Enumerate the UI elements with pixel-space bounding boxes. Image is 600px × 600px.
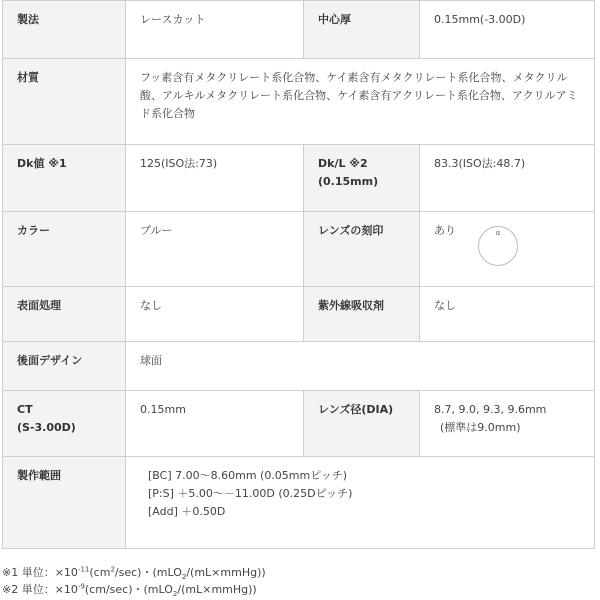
footnote-1-prefix: ※1 単位：×10 [2, 566, 78, 579]
footnote-2-unit: (cm/sec)・(mLO [84, 583, 173, 596]
value-engraving [420, 212, 595, 287]
footnote-1-exponent2: 2 [110, 565, 115, 574]
footnote-2-prefix: ※2 単位：×10 [2, 583, 78, 596]
value-back-design: 球面 [126, 342, 595, 391]
footnote-1-suffix: /(mL×mmHg)) [186, 566, 266, 579]
engraving-mark: α [495, 229, 501, 237]
range-line-add: [Add] ＋0.50D [148, 505, 226, 518]
footnote-1 [2, 564, 266, 581]
range-line-bc: [BC] 7.00～8.60mm (0.05mmピッチ) [148, 469, 348, 482]
label-ct-line1: CT [17, 403, 33, 416]
label-engraving: レンズの刻印 [304, 212, 420, 287]
value-dk: 125(ISO法:73) [126, 145, 304, 212]
label-surface: 表面処理 [3, 287, 126, 342]
label-dkl-line1: Dk/L ※2 [318, 157, 368, 170]
value-diameter-line1: 8.7, 9.0, 9.3, 9.6mm [434, 403, 547, 416]
value-color: ブルー [126, 212, 304, 287]
label-uv: 紫外線吸収剤 [304, 287, 420, 342]
footnote-1-unit2: /sec)・(mLO [114, 566, 182, 579]
label-center-thickness: 中心厚 [304, 1, 420, 59]
value-material: フッ素含有メタクリレート系化合物、ケイ素含有メタクリレート系化合物、メタクリル酸、アルキルメタクリレート系化合物、ケイ素含有アクリレート系化合物、アクリルアミド系化合物 [126, 59, 595, 145]
value-uv: なし [420, 287, 595, 342]
spec-row-surface [3, 287, 595, 342]
spec-table [2, 0, 595, 549]
value-diameter-line2: (標準は9.0mm) [440, 421, 521, 434]
footnote-2 [2, 581, 266, 598]
footnote-2-subscript: 2 [172, 590, 178, 599]
footnote-1-unit: (cm [89, 566, 111, 579]
spec-row-back-design [3, 342, 595, 391]
lens-engraving-icon [478, 226, 518, 266]
label-dkl [304, 145, 420, 212]
value-method: レースカット [126, 1, 304, 59]
spec-row-range [3, 457, 595, 549]
range-line-ps: [P:S] ＋5.00～－11.00D (0.25Dピッチ) [148, 487, 353, 500]
value-diameter [420, 391, 595, 457]
label-diameter: レンズ径(DIA) [304, 391, 420, 457]
spec-row-material [3, 59, 595, 145]
label-color: カラー [3, 212, 126, 287]
value-range [126, 457, 595, 549]
value-ct: 0.15mm [126, 391, 304, 457]
footnote-1-subscript: 2 [181, 573, 187, 582]
value-center-thickness: 0.15mm(-3.00D) [420, 1, 595, 59]
label-dk: Dk値 ※1 [3, 145, 126, 212]
label-range: 製作範囲 [3, 457, 126, 549]
label-ct [3, 391, 126, 457]
label-material: 材質 [3, 59, 126, 145]
footnote-2-exponent: -9 [77, 582, 85, 591]
footnote-1-exponent: -11 [77, 565, 90, 574]
spec-row-method [3, 1, 595, 59]
spec-row-dk [3, 145, 595, 212]
label-back-design: 後面デザイン [3, 342, 126, 391]
spec-row-color [3, 212, 595, 287]
footnotes [2, 564, 266, 598]
spec-row-ct [3, 391, 595, 457]
label-ct-line2: (S-3.00D) [17, 421, 76, 434]
label-dkl-line2: (0.15mm) [318, 175, 379, 188]
footnote-2-suffix: /(mL×mmHg)) [177, 583, 257, 596]
value-surface: なし [126, 287, 304, 342]
engraving-text: あり [434, 224, 456, 237]
value-dkl: 83.3(ISO法:48.7) [420, 145, 595, 212]
label-method: 製法 [3, 1, 126, 59]
